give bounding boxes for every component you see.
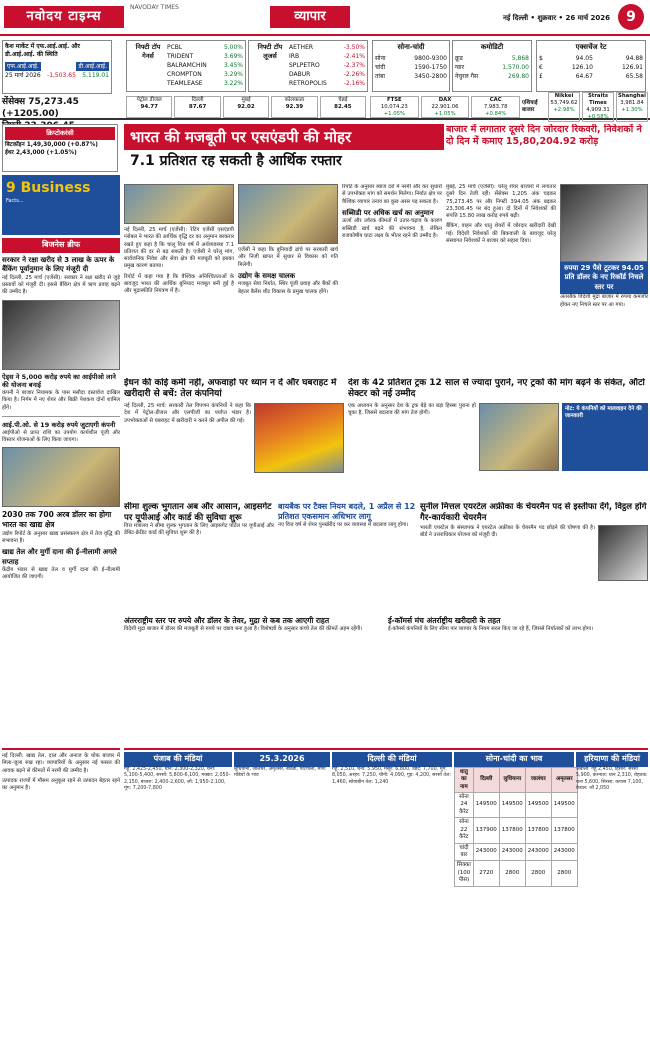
- index-change: +1.05%: [383, 111, 405, 118]
- left-column: क्रिप्टोकरंसी बिटकॉइन 1,49,30,000 (+0.87%) ईथर 2,43,000 (+1.05%) 9 Business Facts... बिजनेस ब्रीफ सरकार ने रक्षा खरीद से 3 लाख के ऊपर के बैंकिंग पूर्वानुमान के लिए मंजूरी दी नई दिल्ली, 25 मार्च (एजेंसी): सरकार ने रक्षा खरीद से जुड़े प्रस्तावों को मंजूरी दी। इससे बैंकिंग क्षेत्र में ऋण प्रवाह बढ़ने की उम्मीद है। ऐड्स ने 5,000 करोड़ रुपये का आईपीओ लाने की योजना बनाई कंपनी ने बाजार नियामक के पास मसौदा दस्तावेज दाखिल किया है। निर्गम में नए शेयर और बिक्री पेशकश दोनों शामिल होंगे। आई.पी.ओ. से 19 करोड़ रुपये जुटाएगी कंपनी आईपीओ से प्राप्त राशि का उपयोग कार्यशील पूंजी और विस्तार योजनाओं के लिए किया जाएगा। 2030 तक 700 अरब डॉलर का होगा भारत का खाद्य क्षेत्र उद्योग रिपोर्ट के अनुसार खाद्य प्रसंस्करण क्षेत्र में तेज वृद्धि की संभावना है। खाद्य तेल और मुर्गी दाना की ई-नीलामी अगले सप्ताह केंद्रीय भंडार से खाद्य तेल व मुर्गी दाना की ई-नीलामी आयोजित की जाएगी।: [2, 124, 120, 744]
- bitcoin-value: बिटकॉइन 1,49,30,000 (+0.87%): [5, 141, 98, 148]
- lead-story-col-3: रिपोर्ट के अनुसार ब्याज दरों में नरमी और कर सुधारों से उपभोक्ता मांग को समर्थन मिलेगा। निर्यात क्षेत्र पर वैश्विक व्यापार तनाव का कुछ असर पड़ सकता है। सब्सिडी पर अधिक खर्च का अनुमान ऊर्जा और उर्वरक कीमतों में उतार-चढ़ाव के कारण सब्सिडी खर्च बढ़ने की संभावना है, लेकिन राजकोषीय घाटा लक्ष्य के भीतर रहने की उम्मीद है।: [342, 184, 442, 239]
- truck-photo: [479, 403, 559, 471]
- bullion-label: सोना-चांदी: [397, 43, 425, 51]
- forex-buy: 94.05: [575, 55, 593, 63]
- crypto-label: क्रिप्टोकरंसी: [5, 127, 115, 140]
- bullion-row: [375, 63, 447, 72]
- loser-name: AETHER: [289, 44, 314, 51]
- index-change: +1.05%: [434, 111, 456, 118]
- delhi-mandi-text: गेहूं: 2,510, चना: 5,950, मसूर: 6,800, उड़द: 7,700, मूंग: 8,050, अरहर: 7,250, चीनी: 4,090, गुड़: 4,200, सरसों तेल: 1,460, सोयाबीन तेल: 1,240: [332, 766, 451, 785]
- gold-col-header: धातु का नाम: [455, 767, 474, 792]
- crypto-box: [2, 124, 118, 172]
- top-gainers-box: [126, 40, 246, 92]
- rupee-caption: रुपया 29 पैसे टूटकर 94.05 प्रति डॉलर के नए रिकॉर्ड निचले स्तर पर: [560, 262, 648, 294]
- brand-logo: नवोदय टाइम्स: [4, 6, 124, 28]
- gold-cell: 243000: [473, 843, 499, 861]
- global-indices-strip: [370, 96, 520, 118]
- asia-value: 4,909.31: [586, 107, 610, 113]
- gainer-row: [167, 61, 243, 70]
- gold-cell: 137800: [499, 818, 525, 843]
- index-change: +0.84%: [485, 111, 507, 118]
- section-title: व्यापार: [270, 6, 350, 28]
- left-news-2-headline: ऐड्स ने 5,000 करोड़ रुपये का आईपीओ लाने की योजना बनाई: [2, 372, 116, 390]
- asia-change: +2.98%: [553, 107, 575, 113]
- truck-kicker: नोट: ये कंपनियों को मालवाहन देने की जानकारी: [562, 403, 648, 471]
- punjab-mandi-label: पंजाब की मंडियां: [124, 752, 232, 767]
- loser-name: RETROPOLIS: [289, 80, 327, 87]
- lower-stories: अंतरराष्ट्रीय स्तर पर रुपये और डॉलर के तेवर, मुद्रा से कब तक आएगी राहत विदेशी मुद्रा बाजार में डॉलर की मजबूती से रुपये पर दबाव बना हुआ है। विशेषज्ञों के अनुसार कच्चे तेल की कीमतें अहम रहेंगी। ई-कॉमर्स मंच अंतर्राष्ट्रीय खरीदारी के तहत ई-कॉमर्स कंपनियों के लिए सीमा पार व्यापार के नियम सरल किए जा रहे हैं, जिससे निर्यातकों को लाभ होगा।: [124, 616, 648, 744]
- date-mandi: 25.3.2026 लुधियाना, जालंधर, अमृतसर, बठिंडा, पटियाला, मोगा मंडियों के भाव: [234, 752, 330, 887]
- punjab-mandi-text: गेहूं: 2,425-2,450, धान: 2,300-2,320, चना: 5,100-5,400, सरसों: 5,800-6,100, मक्का: 2,050-2,150, बाजरा: 2,400-2,600, जौ: 1,950-2,100, मूंग: 7,200-7,800: [124, 766, 231, 792]
- forex-list: [539, 54, 643, 81]
- fuel-price: 92.39: [285, 104, 304, 111]
- left-news-1-headline: सरकार ने रक्षा खरीद से 3 लाख के ऊपर के बैंकिंग पूर्वानुमान के लिए मंजूरी दी: [2, 255, 115, 274]
- asia-name: Shanghai: [618, 92, 646, 99]
- punjab-mandi: [124, 752, 232, 887]
- gainer-value: 3.29%: [223, 71, 243, 78]
- airtel-headline: सुनील मित्तल एयरटेल अफ्रीका के चेयरमैन पद से इस्तीफा देंगे, विट्ठल होंगे गैर-कार्यकारी चेयरमैन: [420, 502, 647, 523]
- forex-sell: 126.91: [621, 64, 643, 72]
- gainer-row: [167, 79, 243, 88]
- index-value: 7,983.78: [483, 104, 508, 111]
- asia-label: एशियाई बाजार: [522, 99, 538, 113]
- forex-label: एक्सचेंज रेट: [575, 43, 607, 51]
- gold-cell: 243000: [551, 843, 577, 861]
- construction-photo: [238, 184, 338, 244]
- right-news-2-headline: ई-कॉमर्स मंच अंतर्राष्ट्रीय खरीदारी के तहत: [388, 616, 501, 625]
- gainer-row: [167, 52, 243, 61]
- mandi-section: [124, 748, 648, 1040]
- gold-cell: 2720: [473, 861, 499, 886]
- brand-tagline: NAVODAY TIMES: [130, 4, 179, 11]
- index-value: 10,074.23: [380, 104, 408, 111]
- gainer-name: CROMPTON: [167, 71, 202, 78]
- page-number: 9: [618, 4, 644, 30]
- bullion-value: 9800-9300: [414, 55, 447, 63]
- lead-story-col-2: एजेंसी ने कहा कि बुनियादी ढांचे पर सरकारी खर्च और निजी खपत में सुधार से विकास को गति मिलेगी। उद्योग के समक्ष चालक मजबूत सेवा निर्यात, स्थिर पूंजी प्रवाह और बैंकों की बेहतर बैलेंस शीट विकास के प्रमुख चालक होंगे।: [238, 184, 338, 374]
- losers-label: निफ्टी टॉप लूजर्स: [257, 43, 283, 60]
- loser-value: -2.26%: [343, 71, 365, 78]
- airtel-story: सुनील मित्तल एयरटेल अफ्रीका के चेयरमैन पद से इस्तीफा देंगे, विट्ठल होंगे गैर-कार्यकारी चेयरमैन भारती एयरटेल के संस्थापक ने एयरटेल अफ्रीका के चेयरमैन पद छोड़ने की घोषणा की है। बोर्ड ने उत्तराधिकार योजना को मंजूरी दी।: [420, 502, 648, 612]
- fuel-price: 82.45: [334, 104, 352, 111]
- gainer-row: [167, 70, 243, 79]
- lead-story-col-1: नई दिल्ली, 25 मार्च (एजेंसी): रेटिंग एजेंसी एसएंडपी ग्लोबल ने भारत की आर्थिक वृद्धि दर का अनुमान बरकरार रखते हुए कहा है कि चालू वित्त वर्ष में अर्थव्यवस्था 7.1 प्रतिशत की दर से बढ़ सकती है। एजेंसी ने घरेलू मांग, सार्वजनिक निवेश और सेवा क्षेत्र की मजबूती को इसका प्रमुख कारण बताया। रिपोर्ट में कहा गया है कि वैश्विक अनिश्चितताओं के बावजूद भारत की आर्थिक बुनियाद मजबूत बनी हुई है और मुद्रास्फीति नियंत्रण में है।: [124, 184, 234, 374]
- loser-name: IRB: [289, 53, 300, 60]
- buyback-story: बायबैक पर टैक्स नियम बदले, 1 अप्रैल से 12 प्रतिशत एकसमान अधिभार लागू नए वित्त वर्ष से शेयर पुनर्खरीद पर कर व्यवस्था में बदलाव लागू होगा।: [278, 502, 416, 528]
- gainer-name: BALRAMCHIN: [167, 62, 207, 69]
- mittal-photo: [598, 525, 648, 581]
- gold-col-header: लुधियाना: [499, 767, 525, 792]
- market-rally-headline: बाजार में लगातार दूसरे दिन जोरदार रिकवरी, निवेशकों ने दो दिन में कमाए 15,80,204.92 करोड़: [446, 124, 642, 147]
- fuel-cell: [271, 96, 317, 118]
- commodity-row: [455, 63, 529, 72]
- left-bottom: नई दिल्ली: खाद्य तेल, दाल और अनाज के थोक बाजार में मिला-जुला रुख रहा। व्यापारियों के अनुसार नई फसल की आवक बढ़ने से कीमतों में नरमी की उम्मीद है। उत्पादक राज्यों में मौसम अनुकूल रहने से उत्पादन बेहतर रहने का अनुमान है।: [2, 748, 120, 1040]
- gold-cell: 149500: [473, 793, 499, 818]
- businessman-photo: [560, 184, 648, 262]
- rupee-story: रुपया 29 पैसे टूटकर 94.05 प्रति डॉलर के नए रिकॉर्ड निचले स्तर पर अंतरबैंक विदेशी मुद्रा बाजार में रुपया कमजोर होकर नए निचले स्तर पर आ गया।: [560, 184, 648, 374]
- gold-rates-table: [454, 767, 578, 887]
- market-story-body: मुंबई, 25 मार्च (एजेंसी): घरेलू शेयर बाजारों में लगातार दूसरे दिन तेजी रही। सेंसेक्स 1,205 अंक चढ़कर 75,273.45 पर और निफ्टी 394.05 अंक बढ़कर 23,306.45 पर बंद हुआ। दो दिनों में निवेशकों की संपत्ति 15.80 लाख करोड़ रुपये बढ़ी। बैंकिंग, वाहन और धातु शेयरों में जोरदार खरीदारी देखी गई। विदेशी निवेशकों की बिकवाली के बावजूद घरेलू संस्थागत निवेशकों ने बाजार को सहारा दिया।: [446, 184, 556, 245]
- loser-row: [289, 79, 365, 88]
- haryana-mandi: [576, 752, 648, 887]
- commodity-label: कमोडिटी: [480, 43, 504, 51]
- gold-rates-label: सोना-चांदी का भाव: [454, 752, 574, 767]
- top-losers-box: [248, 40, 368, 92]
- index-cell: [421, 96, 470, 118]
- commodity-name: क्रूड: [455, 55, 463, 63]
- loser-row: [289, 70, 365, 79]
- fuel-city: मुंबई: [241, 97, 251, 103]
- gainer-name: PCBL: [167, 44, 183, 51]
- index-value: 22,901.06: [431, 104, 459, 111]
- gold-cell: 137800: [551, 818, 577, 843]
- gold-cell: 137900: [473, 818, 499, 843]
- forex-sell: 94.88: [625, 55, 643, 63]
- index-cell: [370, 96, 419, 118]
- fii-dii-box: [2, 40, 112, 94]
- fii-dii-heading: कैश मार्केट में एफ.आई.आई. और डी.आई.आई. की स्थिति: [5, 43, 80, 59]
- fuel-price: 94.77: [140, 104, 158, 111]
- loser-value: -2.16%: [343, 80, 365, 87]
- gold-cell: सोना 24 कैरेट: [455, 793, 474, 818]
- loser-row: [289, 43, 365, 52]
- bullion-name: तांबा: [375, 73, 385, 81]
- mandi-date-label: 25.3.2026: [234, 752, 330, 767]
- bullion-box: [372, 40, 450, 92]
- delhi-mandi: [332, 752, 452, 887]
- forex-currency: $: [539, 55, 543, 63]
- gold-cell: 149500: [525, 793, 551, 818]
- commodity-name: ग्वार: [455, 64, 465, 72]
- drivers-subhead: उद्योग के समक्ष चालक: [238, 271, 296, 280]
- growth-photo: [124, 184, 234, 224]
- asia-change: +0.58%: [587, 114, 609, 121]
- loser-row: [289, 52, 365, 61]
- masthead: [0, 0, 650, 36]
- index-cell: [471, 96, 520, 118]
- fuel-price: 87.67: [188, 104, 207, 111]
- card-photo: [2, 300, 120, 370]
- forex-currency: €: [539, 64, 543, 72]
- gainer-value: 3.45%: [223, 62, 243, 69]
- gold-cell: सोना 22 कैरेट: [455, 818, 474, 843]
- gold-row: [455, 843, 578, 861]
- commodity-box: [452, 40, 532, 92]
- gold-cell: 2800: [551, 861, 577, 886]
- gold-col-header: अमृतसर: [551, 767, 577, 792]
- gold-cell: 149500: [551, 793, 577, 818]
- fuel-headline: ईंधन की कोई कमी नहीं, अफवाहों पर ध्यान न दें और घबराहट में खरीदारी से बचें: तेल कंपनियां: [124, 378, 337, 399]
- fuel-city: कोलकाता: [284, 97, 305, 103]
- commodity-value: 1,570.00: [502, 64, 529, 72]
- forex-sell: 65.58: [625, 73, 643, 81]
- business-facts-box: 9 Business Facts...: [2, 175, 120, 235]
- gainer-value: 5.00%: [223, 44, 243, 51]
- fuel-city: चेन्नई: [338, 97, 348, 103]
- asia-list: [548, 92, 648, 123]
- losers-list: [289, 43, 365, 88]
- food-sector-photo: [2, 447, 120, 507]
- haryana-mandi-label: हरियाणा की मंडियां: [576, 752, 648, 767]
- gainers-label: निफ्टी टॉप गेनर्स: [135, 43, 161, 60]
- fii-label: एफ.आई.आई.: [7, 63, 39, 71]
- bullion-value: 1590-1750: [414, 64, 447, 72]
- loser-value: -3.50%: [343, 44, 365, 51]
- loser-row: [289, 61, 365, 70]
- gainer-value: 3.22%: [223, 80, 243, 87]
- truck-story: देश के 42 प्रतिशत ट्रक 12 साल से ज्यादा पुराने, नए ट्रकों की मांग बढ़ने के संकेत, ऑटो सेक्टर को नई उम्मीद एक अध्ययन के अनुसार देश के ट्रक बेड़े का बड़ा हिस्सा पुराना हो चुका है, जिससे बदलाव की मांग तेज होगी। नोट: ये कंपनियों को मालवाहन देने की जानकारी: [348, 378, 648, 498]
- loser-name: DABUR: [289, 71, 311, 78]
- index-name: CAC: [489, 97, 502, 103]
- dii-value: 5,119.01: [82, 72, 109, 80]
- commodity-list: [455, 54, 529, 81]
- gold-cell: चांदी बार: [455, 843, 474, 861]
- bullion-value: 3450-2800: [414, 73, 447, 81]
- gold-cell: 2800: [525, 861, 551, 886]
- gold-cell: 137800: [525, 818, 551, 843]
- gainer-value: 3.69%: [223, 53, 243, 60]
- gold-col-header: दिल्ली: [473, 767, 499, 792]
- fuel-story: ईंधन की कोई कमी नहीं, अफवाहों पर ध्यान न दें और घबराहट में खरीदारी से बचें: तेल कंपनियां नई दिल्ली, 25 मार्च: सरकारी तेल विपणन कंपनियों ने कहा कि देश में पेट्रोल-डीजल और एलपीजी का पर्याप्त भंडार है। उपभोक्ताओं से घबराहट में खरीदारी न करने की अपील की गई।: [124, 378, 344, 498]
- bullion-list: [375, 54, 447, 81]
- commodity-value: 269.80: [508, 73, 529, 81]
- gainer-row: [167, 43, 243, 52]
- asia-cell: [616, 92, 648, 123]
- ether-value: ईथर 2,43,000 (+1.05%): [5, 149, 77, 156]
- dii-label: डी.आई.आई.: [78, 63, 107, 71]
- fuel-city: पेट्रोल डीजल: [136, 97, 162, 103]
- commodity-row: [455, 54, 529, 63]
- fuel-cell: [223, 96, 269, 118]
- forex-row: [539, 54, 643, 63]
- loser-name: SPLPETRO: [289, 62, 320, 69]
- right-news-1-headline: अंतरराष्ट्रीय स्तर पर रुपये और डॉलर के तेवर, मुद्रा से कब तक आएगी राहत: [124, 616, 330, 625]
- index-name: DAX: [438, 97, 452, 103]
- commodity-row: [455, 72, 529, 81]
- fuel-price-strip: [126, 96, 366, 118]
- asia-value: 3,981.84: [620, 99, 644, 106]
- gainer-name: TRIDENT: [167, 53, 194, 60]
- forex-row: [539, 72, 643, 81]
- market-story-header: [446, 124, 648, 182]
- fuel-cell: [126, 96, 172, 118]
- bullion-name: चांदी: [375, 64, 386, 72]
- bullion-name: सोना: [375, 55, 386, 63]
- gold-cell: 243000: [499, 843, 525, 861]
- forex-row: [539, 63, 643, 72]
- asia-cell: [582, 92, 614, 123]
- gold-cell: 243000: [525, 843, 551, 861]
- fuel-cell: [174, 96, 220, 118]
- business-brief-label: बिजनेस ब्रीफ: [2, 238, 120, 253]
- fuel-pump-photo: [254, 403, 344, 473]
- delhi-mandi-label: दिल्ली की मंडियां: [332, 752, 452, 767]
- icegate-headline: सीमा शुल्क भुगतान अब और आसान, आइसगेट पर यूपीआई और कार्ड की सुविधा शुरू: [124, 502, 272, 523]
- asia-strip: [522, 92, 648, 121]
- gold-cell: सिक्का (100 पीस): [455, 861, 474, 886]
- market-strip: [0, 38, 650, 120]
- asia-value: 53,749.62: [550, 99, 578, 106]
- loser-value: -2.37%: [343, 62, 365, 69]
- fuel-cell: [320, 96, 366, 118]
- fuel-price: 92.02: [237, 104, 255, 111]
- subsidy-subhead: सब्सिडी पर अधिक खर्च का अनुमान: [342, 208, 434, 217]
- haryana-mandi-text: अंबाला: गेहूं 2,450, हिसार: सरसों 5,900, करनाल: धान 2,310, रोहतक: चना 5,600, सिरसा: कपास 7,100, कैथल: जौ 2,050: [576, 766, 648, 792]
- gold-cell: 149500: [499, 793, 525, 818]
- gold-rates: [454, 752, 574, 887]
- gold-cell: 2800: [499, 861, 525, 886]
- buyback-headline: बायबैक पर टैक्स नियम बदले, 1 अप्रैल से 12 प्रतिशत एकसमान अधिभार लागू: [278, 502, 416, 521]
- fii-value: -1,503.65: [47, 72, 76, 80]
- commodity-value: 5,868: [511, 55, 529, 63]
- lead-headline: भारत की मजबूती पर एसएंडपी की मोहर: [124, 124, 444, 150]
- sensex-value: सेंसेक्स 75,273.45 (+1205.00): [2, 97, 79, 120]
- truck-headline: देश के 42 प्रतिशत ट्रक 12 साल से ज्यादा पुराने, नए ट्रकों की मांग बढ़ने के संकेत, ऑटो सेक्टर को नई उम्मीद: [348, 378, 645, 399]
- left-news-4-headline: 2030 तक 700 अरब डॉलर का होगा भारत का खाद्य क्षेत्र: [2, 510, 112, 530]
- forex-box: [536, 40, 646, 92]
- loser-value: -2.41%: [343, 53, 365, 60]
- index-name: FTSE: [387, 97, 402, 103]
- gold-row: [455, 861, 578, 886]
- gold-col-header: जालंधर: [525, 767, 551, 792]
- asia-change: +1.30%: [621, 107, 643, 113]
- gold-row: [455, 793, 578, 818]
- asia-cell: [548, 92, 580, 123]
- date-label: 25 मार्च 2026: [5, 72, 41, 80]
- asia-name: Straits Times: [587, 92, 609, 106]
- fuel-city: दिल्ली: [191, 97, 204, 103]
- dateline: नई दिल्ली • शुक्रवार • 26 मार्च 2026: [503, 14, 610, 22]
- lead-story-header: [124, 124, 444, 182]
- forex-buy: 126.10: [571, 64, 593, 72]
- forex-currency: £: [539, 73, 543, 81]
- gainer-name: TEAMLEASE: [167, 80, 203, 87]
- gainers-list: [167, 43, 243, 88]
- left-news-3-headline: आई.पी.ओ. से 19 करोड़ रुपये जुटाएगी कंपनी: [2, 420, 116, 429]
- gold-row: [455, 818, 578, 843]
- bullion-row: [375, 72, 447, 81]
- asia-name: Nikkei: [554, 92, 574, 99]
- bullion-row: [375, 54, 447, 63]
- lead-subheadline: 7.1 प्रतिशत रह सकती है आर्थिक रफ्तार: [130, 153, 342, 170]
- forex-buy: 64.67: [575, 73, 593, 81]
- commodity-name: नेचुरल गैस: [455, 73, 479, 81]
- icegate-story: सीमा शुल्क भुगतान अब और आसान, आइसगेट पर यूपीआई और कार्ड की सुविधा शुरू वित्त मंत्रालय ने सीमा शुल्क भुगतान के लिए आइसगेट पोर्टल पर यूपीआई और डेबिट-क्रेडिट कार्ड की सुविधा शुरू की है।: [124, 502, 274, 537]
- left-news-5-headline: खाद्य तेल और मुर्गी दाना की ई-नीलामी अगले सप्ताह: [2, 548, 117, 566]
